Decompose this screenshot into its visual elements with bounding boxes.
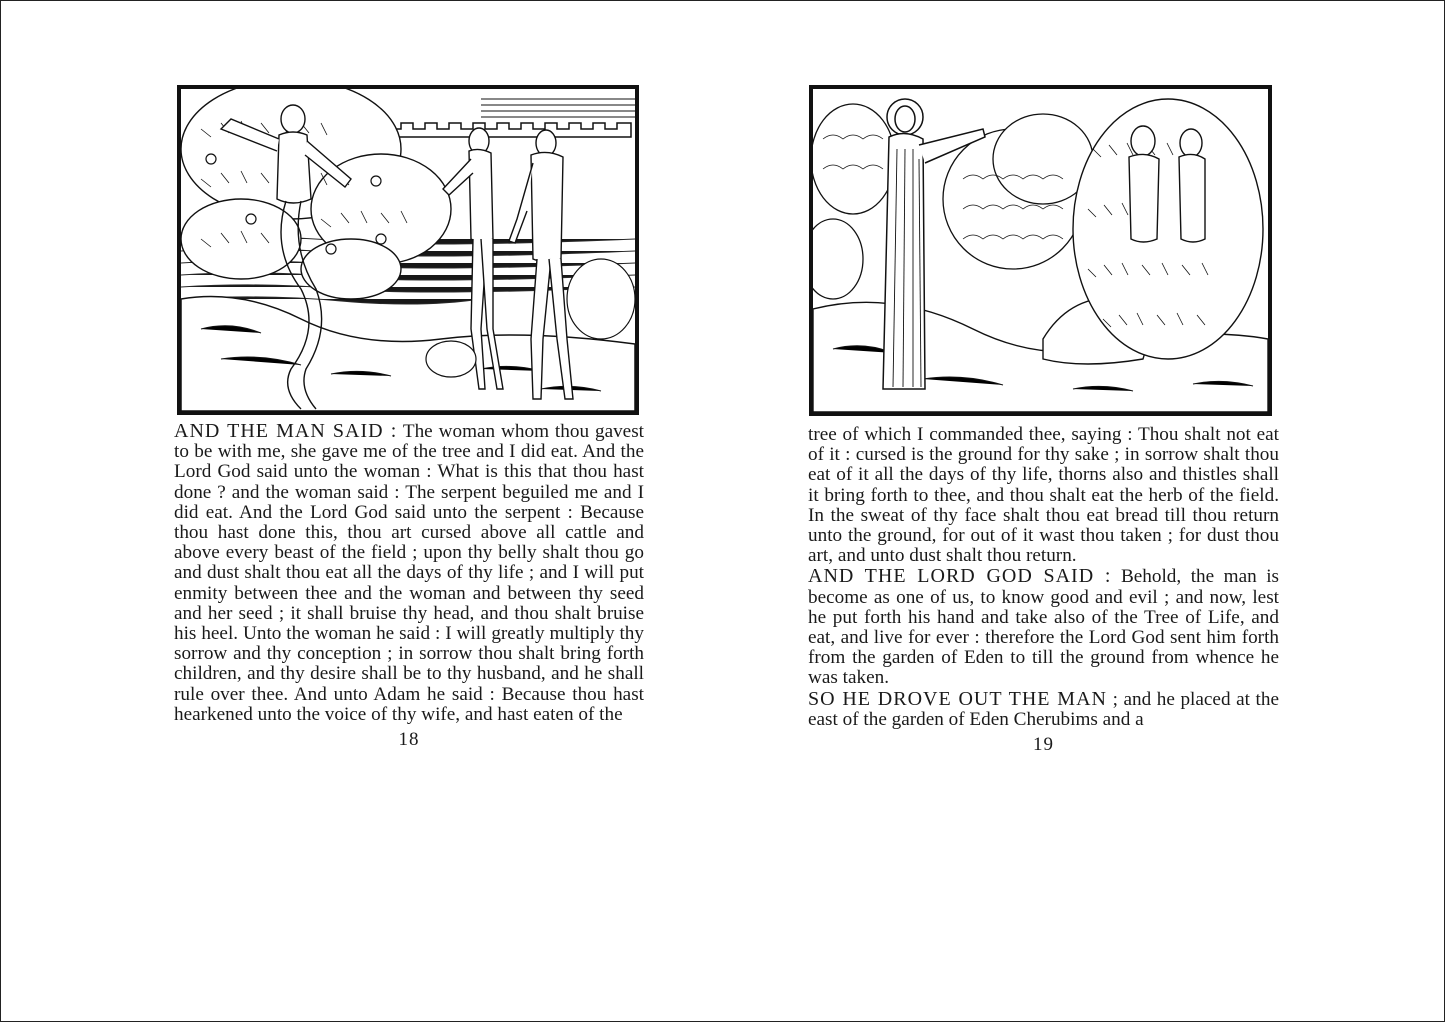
left-page (174, 85, 644, 751)
right-page (808, 85, 1279, 756)
paragraph (808, 424, 1279, 566)
paragraph-lead: AND THE MAN SAID : (174, 420, 398, 442)
paragraph-lead: SO HE DROVE OUT THE MAN (808, 687, 1107, 710)
right-page-text (808, 424, 1279, 730)
paragraph (808, 566, 1279, 688)
left-page-text (174, 421, 644, 725)
eve-adam-serpent-illustration (181, 89, 635, 411)
paragraph (808, 689, 1279, 730)
woodcut-illustration-left (177, 85, 639, 415)
paragraph-body: tree of which I commanded thee, saying : Thou shalt not eat of it : cursed is the ground for thy sake ; in sorrow shalt thou eat of it all the days of thy life, thorns also and thistles shall it bring forth to thee, and thou shalt eat the herb of the field. In the sweat of thy face shalt thou eat bread till thou return unto the ground, for out of it wast thou taken ; for dust thou art, and unto dust shalt thou return. (808, 424, 1279, 567)
page-number: 18 (398, 729, 420, 751)
page-number: 19 (1033, 734, 1054, 756)
paragraph-body: The woman whom thou gavest to be with me, she gave me of the tree and I did eat. And the Lord God said unto the woman : What is this that thou hast done ? and the woman said : The serpent beguiled me and I did eat. And the Lord God said unto the serpent : Because thou hast done this, thou art cursed above all cattle and above every beast of the field ; upon thy belly shalt thou go and dust shalt thou eat all the days of thy life ; and I will put enmity between thee and the woman and between thy seed and her seed ; it shall bruise thy head, and thou shalt bruise his heel. Unto the woman he said : I will greatly multiply thy sorrow and thy conception ; in sorrow thou shalt bring forth children, and thy desire shall be to thy husband, and he shall rule over thee. And unto Adam he said : Because thou hast hearkened unto the voice of thy wife, and hast eaten of the (174, 421, 644, 725)
paragraph-lead: AND THE LORD GOD SAID : (808, 565, 1112, 588)
god-confronting-adam-eve-illustration (813, 89, 1268, 412)
paragraph-body: Behold, the man is become as one of us, to know good and evil ; and now, lest he put forth his hand and take also of the Tree of Life, and eat, and live for ever : therefore the Lord God sent him forth from the garden of Eden to till the ground from whence he was taken. (808, 566, 1279, 689)
paragraph-body: ; and he placed at the east of the garden of Eden Cherubims and a (808, 688, 1279, 730)
paragraph (174, 421, 644, 725)
woodcut-illustration-right (809, 85, 1272, 416)
